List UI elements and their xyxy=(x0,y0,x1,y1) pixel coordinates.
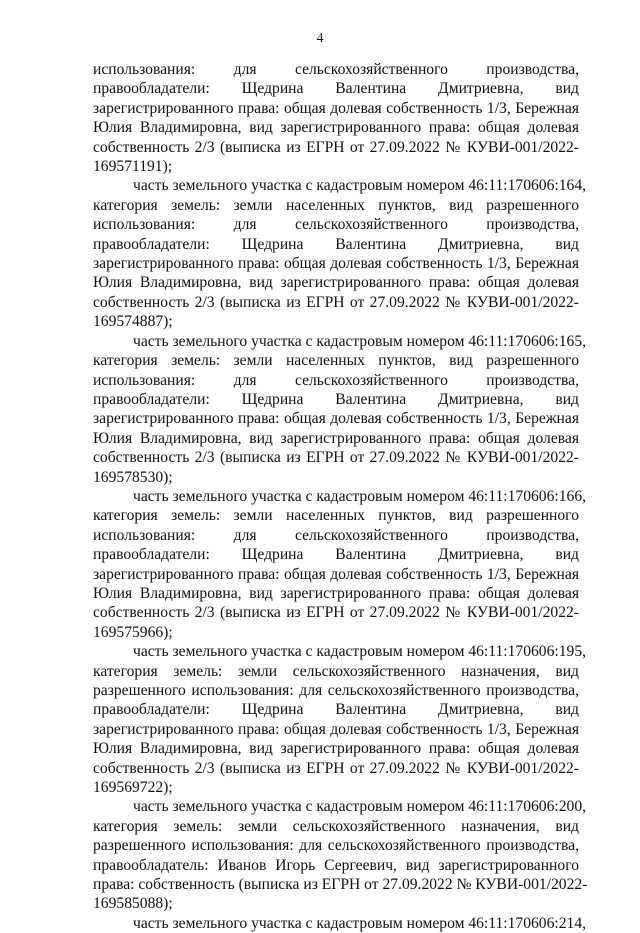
text-line: правообладатели: Щедрина Валентина Дмитриевна, вид xyxy=(93,390,579,408)
text-line: зарегистрированного права: общая долевая собственность 1/3, Бережная xyxy=(93,99,579,117)
text-line: Юлия Владимировна, вид зарегистрированного права: общая долевая xyxy=(93,119,579,137)
text-line: собственность 2/3 (выписка из ЕГРН от 27.09.2022 № КУВИ-001/2022- xyxy=(93,293,579,311)
text-line: 169578530); xyxy=(93,468,173,486)
text-line: собственность 2/3 (выписка из ЕГРН от 27.09.2022 № КУВИ-001/2022- xyxy=(93,759,579,777)
text-line: использования: для сельскохозяйственного производства, xyxy=(93,371,579,389)
text-line: использования: для сельскохозяйственного производства, xyxy=(93,61,579,78)
text-line: часть земельного участка с кадастровым номером 46:11:170606:165, xyxy=(133,332,587,350)
text-line: 169575966); xyxy=(93,623,173,641)
text-line: Юлия Владимировна, вид зарегистрированного права: общая долевая xyxy=(93,274,579,292)
text-line: правообладатели: Щедрина Валентина Дмитриевна, вид xyxy=(93,701,579,719)
text-line: правообладатели: Щедрина Валентина Дмитриевна, вид xyxy=(93,80,579,98)
text-line: правообладатели: Щедрина Валентина Дмитриевна, вид xyxy=(93,235,579,253)
paragraph xyxy=(93,914,587,933)
document-body xyxy=(93,60,588,933)
text-line: права: собственность (выписка из ЕГРН от 27.09.2022 № КУВИ-001/2022- xyxy=(93,876,588,894)
text-line: часть земельного участка с кадастровым номером 46:11:170606:214, xyxy=(133,914,587,932)
text-line: категория земель: земли населенных пунктов, вид разрешенного xyxy=(93,352,579,370)
text-line: собственность 2/3 (выписка из ЕГРН от 27.09.2022 № КУВИ-001/2022- xyxy=(93,138,579,156)
text-line: 169569722); xyxy=(93,779,173,797)
paragraph xyxy=(93,487,587,642)
text-line: разрешенного использования: для сельскохозяйственного производства, xyxy=(93,682,579,699)
text-line: Юлия Владимировна, вид зарегистрированного права: общая долевая xyxy=(93,740,579,758)
text-line: зарегистрированного права: общая долевая собственность 1/3, Бережная xyxy=(93,410,579,428)
text-line: категория земель: земли сельскохозяйственного назначения, вид xyxy=(93,817,579,835)
paragraph xyxy=(93,332,587,487)
text-line: часть земельного участка с кадастровым номером 46:11:170606:200, xyxy=(133,798,587,816)
text-line: часть земельного участка с кадастровым номером 46:11:170606:166, xyxy=(133,487,587,505)
text-line: 169574887); xyxy=(93,313,173,331)
paragraph xyxy=(93,176,587,331)
text-line: использования: для сельскохозяйственного производства, xyxy=(93,216,579,234)
text-line: Юлия Владимировна, вид зарегистрированного права: общая долевая xyxy=(93,429,579,447)
text-line: собственность 2/3 (выписка из ЕГРН от 27.09.2022 № КУВИ-001/2022- xyxy=(93,449,579,467)
paragraph xyxy=(93,797,588,913)
text-line: категория земель: земли сельскохозяйственного назначения, вид xyxy=(93,662,579,680)
text-line: категория земель: земли населенных пунктов, вид разрешенного xyxy=(93,196,579,214)
paragraph xyxy=(93,60,579,176)
text-line: зарегистрированного права: общая долевая собственность 1/3, Бережная xyxy=(93,255,579,273)
page-number: 4 xyxy=(316,31,324,46)
text-line: правообладатель: Иванов Игорь Сергеевич, вид зарегистрированного xyxy=(93,856,579,874)
text-line: часть земельного участка с кадастровым номером 46:11:170606:195, xyxy=(133,643,587,661)
text-line: Юлия Владимировна, вид зарегистрированного права: общая долевая xyxy=(93,584,579,602)
paragraph xyxy=(93,642,587,797)
text-line: часть земельного участка с кадастровым номером 46:11:170606:164, xyxy=(133,177,587,195)
text-line: использования: для сельскохозяйственного производства, xyxy=(93,526,579,544)
text-line: 169585088); xyxy=(93,895,173,913)
text-line: зарегистрированного права: общая долевая собственность 1/3, Бережная xyxy=(93,565,579,583)
text-line: категория земель: земли населенных пунктов, вид разрешенного xyxy=(93,507,579,525)
text-line: собственность 2/3 (выписка из ЕГРН от 27.09.2022 № КУВИ-001/2022- xyxy=(93,604,579,622)
text-line: 169571191); xyxy=(93,158,173,176)
text-line: разрешенного использования: для сельскохозяйственного производства, xyxy=(93,837,579,855)
text-line: зарегистрированного права: общая долевая собственность 1/3, Бережная xyxy=(93,720,579,738)
text-line: правообладатели: Щедрина Валентина Дмитриевна, вид xyxy=(93,546,579,564)
